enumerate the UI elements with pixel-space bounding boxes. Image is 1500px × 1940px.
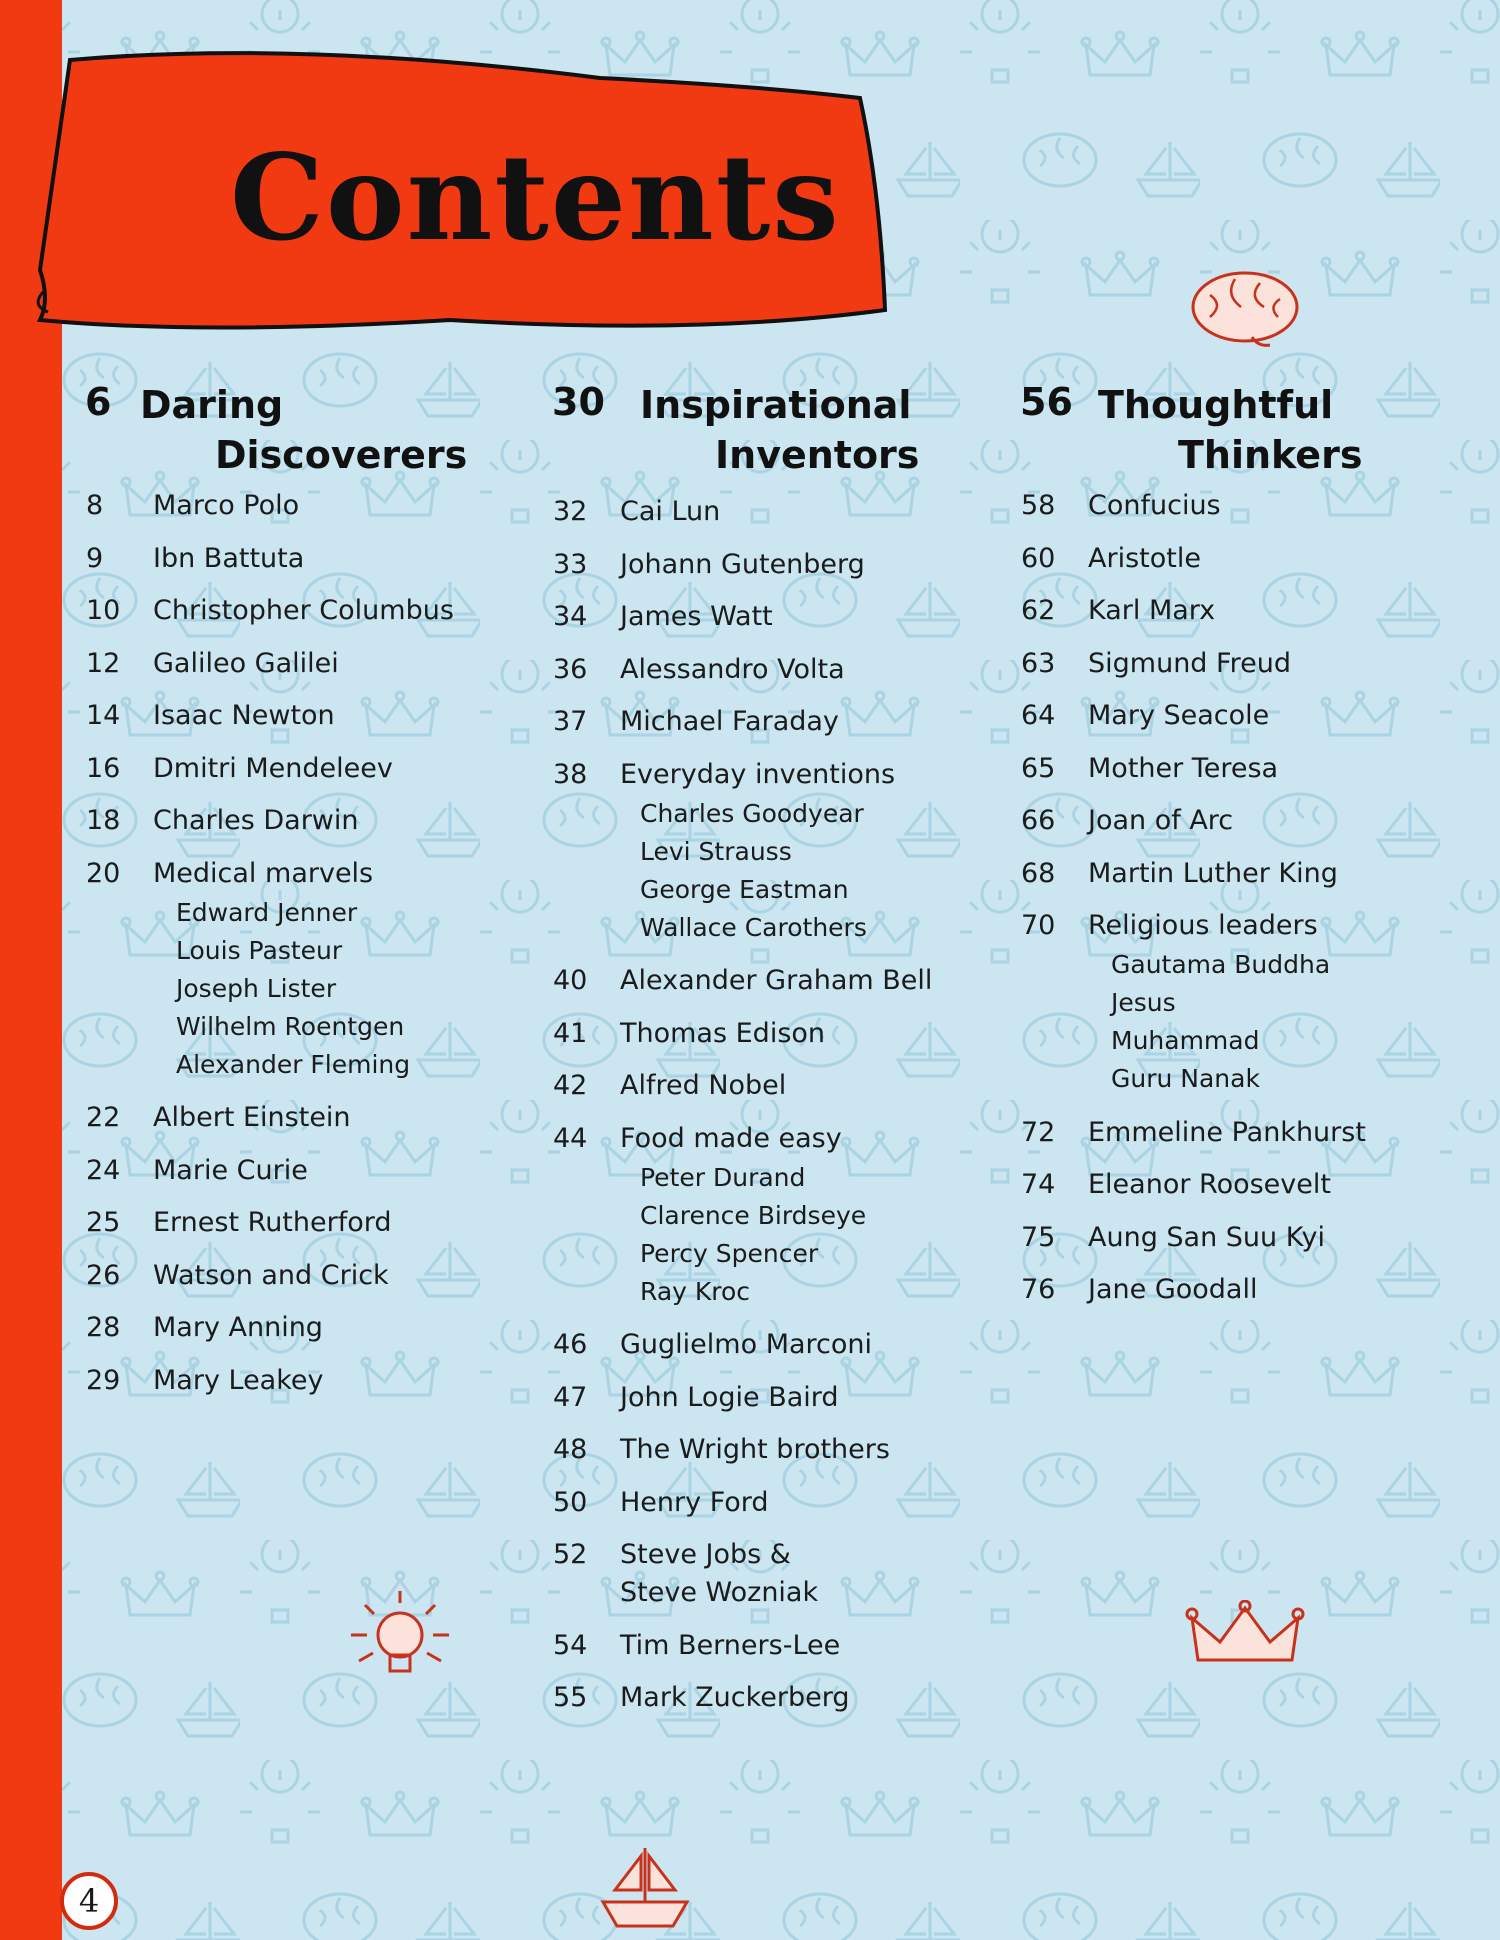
entry-page-number: 72 [1021,1116,1056,1148]
page-number-badge: 4 [60,1872,118,1930]
entry-page-number: 46 [553,1329,588,1360]
entry-name: Isaac Newton [153,700,335,731]
entry-page-number: 32 [553,496,588,527]
entry-name: Galileo Galilei [153,647,339,679]
entry-subitem: George Eastman [640,874,849,904]
entry-page-number: 9 [86,542,104,574]
entry-page-number: 24 [86,1154,121,1186]
entry-page-number: 42 [553,1070,588,1101]
entry-name: Johann Gutenberg [620,548,865,580]
entry-subitem: Wilhelm Roentgen [176,1011,405,1041]
section-title [140,380,467,480]
entry-page-number: 66 [1021,805,1056,836]
entry-name: Watson and Crick [153,1259,389,1291]
entry-page-number: 47 [553,1381,588,1413]
entry-page-number: 40 [553,965,588,996]
entry-name: Emmeline Pankhurst [1088,1116,1366,1148]
entry-name: Thomas Edison [620,1017,826,1049]
entry-page-number: 54 [553,1629,588,1661]
entry-name: Aung San Suu Kyi [1088,1221,1325,1253]
section-title-line1: Thoughtful [1098,383,1334,427]
entry-name: Marco Polo [153,490,300,521]
section-title-line2: Thinkers [1178,433,1363,477]
section-heading [552,380,972,490]
entry-subitem: Clarence Birdseye [640,1200,867,1230]
entry-name: Mary Leakey [153,1364,324,1396]
section-title-line1: Daring [140,383,284,427]
entry-name: Ibn Battuta [153,542,305,574]
entry-page-number: 8 [86,490,104,521]
entry-subitem: Levi Strauss [640,836,792,866]
entry-name: Michael Faraday [620,706,839,737]
entry-page-number: 41 [553,1017,588,1049]
entry-name: Eleanor Roosevelt [1088,1169,1331,1200]
brain-icon [1180,265,1310,355]
section-heading [1020,380,1440,490]
entry-name: Tim Berners-Lee [620,1629,841,1661]
section-title-line2: Discoverers [215,433,468,477]
entry-name-continued: Steve Wozniak [620,1577,819,1608]
entry-name: Martin Luther King [1088,857,1338,889]
entry-page-number: 60 [1021,542,1056,574]
entry-subitem: Joseph Lister [176,973,337,1003]
entry-name: Christopher Columbus [153,595,454,626]
crown-icon [1180,1600,1310,1670]
entry-page-number: 28 [86,1312,121,1343]
entry-page-number: 63 [1021,647,1056,679]
entry-name: The Wright brothers [620,1434,890,1465]
entry-name: Marie Curie [153,1154,308,1186]
section-title-line1: Inspirational [640,383,912,427]
entry-page-number: 14 [86,700,121,731]
entry-name: Cai Lun [620,496,721,527]
entry-subitem: Wallace Carothers [640,912,867,942]
entry-name: Mary Anning [153,1312,323,1343]
section-page-number: 30 [552,380,605,424]
entry-name: Henry Ford [620,1486,769,1518]
entry-page-number: 33 [553,548,588,580]
entry-name: Mark Zuckerberg [620,1682,850,1713]
entry-name: Aristotle [1088,542,1201,574]
entry-page-number: 10 [86,595,121,626]
entry-name: Steve Jobs & [620,1539,791,1570]
entry-page-number: 65 [1021,752,1056,784]
entry-name: Medical marvels [153,857,374,889]
section-thoughtful-thinkers [1020,380,1440,490]
entry-subitem: Guru Nanak [1111,1064,1260,1093]
page-title: Contents [230,128,841,267]
entry-page-number: 38 [553,758,588,790]
entry-name: John Logie Baird [620,1381,839,1413]
entry-subitem: Peter Durand [640,1162,806,1192]
entry-page-number: 68 [1021,857,1056,889]
entry-page-number: 34 [553,601,588,632]
entry-subitem: Percy Spencer [640,1238,819,1268]
entry-name: Alfred Nobel [620,1070,787,1101]
entry-page-number: 37 [553,706,588,737]
entry-name: Sigmund Freud [1088,647,1291,679]
light-bulb-icon [345,1585,455,1695]
section-heading [85,380,485,490]
entry-page-number: 74 [1021,1169,1056,1200]
entry-page-number: 18 [86,805,121,836]
entry-name: Confucius [1088,490,1221,521]
ship-icon [595,1840,695,1935]
entry-subitem: Ray Kroc [640,1276,751,1306]
entry-subitem: Alexander Fleming [176,1049,411,1079]
entry-name: Dmitri Mendeleev [153,752,393,784]
entry-name: Guglielmo Marconi [620,1329,873,1360]
entry-name: Karl Marx [1088,595,1216,626]
entry-subitem: Gautama Buddha [1111,950,1331,979]
entry-page-number: 25 [86,1207,121,1238]
entry-subitem: Muhammad [1111,1026,1260,1055]
entry-name: Alexander Graham Bell [620,965,933,996]
entry-name: Mary Seacole [1088,700,1270,731]
entry-page-number: 58 [1021,490,1056,521]
entry-name: James Watt [620,601,773,632]
entry-page-number: 52 [553,1539,588,1570]
entry-page-number: 26 [86,1259,121,1291]
entry-subitem: Louis Pasteur [176,935,343,965]
entry-page-number: 29 [86,1364,121,1396]
section-title-line2: Inventors [715,433,920,477]
entry-page-number: 64 [1021,700,1056,731]
section-page-number: 56 [1020,380,1073,424]
section-page-number: 6 [85,380,112,424]
entry-page-number: 16 [86,752,121,784]
entry-name: Religious leaders [1088,910,1318,941]
section-title [1098,380,1362,480]
entry-page-number: 12 [86,647,121,679]
section-title [640,380,919,480]
entry-page-number: 62 [1021,595,1056,626]
entry-name: Albert Einstein [153,1102,351,1133]
entry-name: Joan of Arc [1088,805,1234,836]
entry-name: Ernest Rutherford [153,1207,392,1238]
section-daring-discoverers [85,380,485,490]
entry-name: Everyday inventions [620,758,896,790]
entry-page-number: 70 [1021,910,1056,941]
entry-subitem: Charles Goodyear [640,798,864,828]
entry-name: Alessandro Volta [620,653,845,685]
entry-page-number: 22 [86,1102,121,1133]
entry-page-number: 20 [86,857,121,889]
entry-page-number: 48 [553,1434,588,1465]
entry-name: Jane Goodall [1088,1274,1258,1305]
entry-page-number: 44 [553,1122,588,1154]
entry-name: Food made easy [620,1122,842,1154]
entry-subitem: Edward Jenner [176,897,358,927]
entry-page-number: 76 [1021,1274,1056,1305]
entry-subitem: Jesus [1111,988,1176,1017]
section-inspirational-inventors [552,380,972,490]
entry-name: Mother Teresa [1088,752,1279,784]
entry-page-number: 55 [553,1682,588,1713]
entry-page-number: 50 [553,1486,588,1518]
entry-name: Charles Darwin [153,805,359,836]
entry-page-number: 36 [553,653,588,685]
entry-page-number: 75 [1021,1221,1056,1253]
